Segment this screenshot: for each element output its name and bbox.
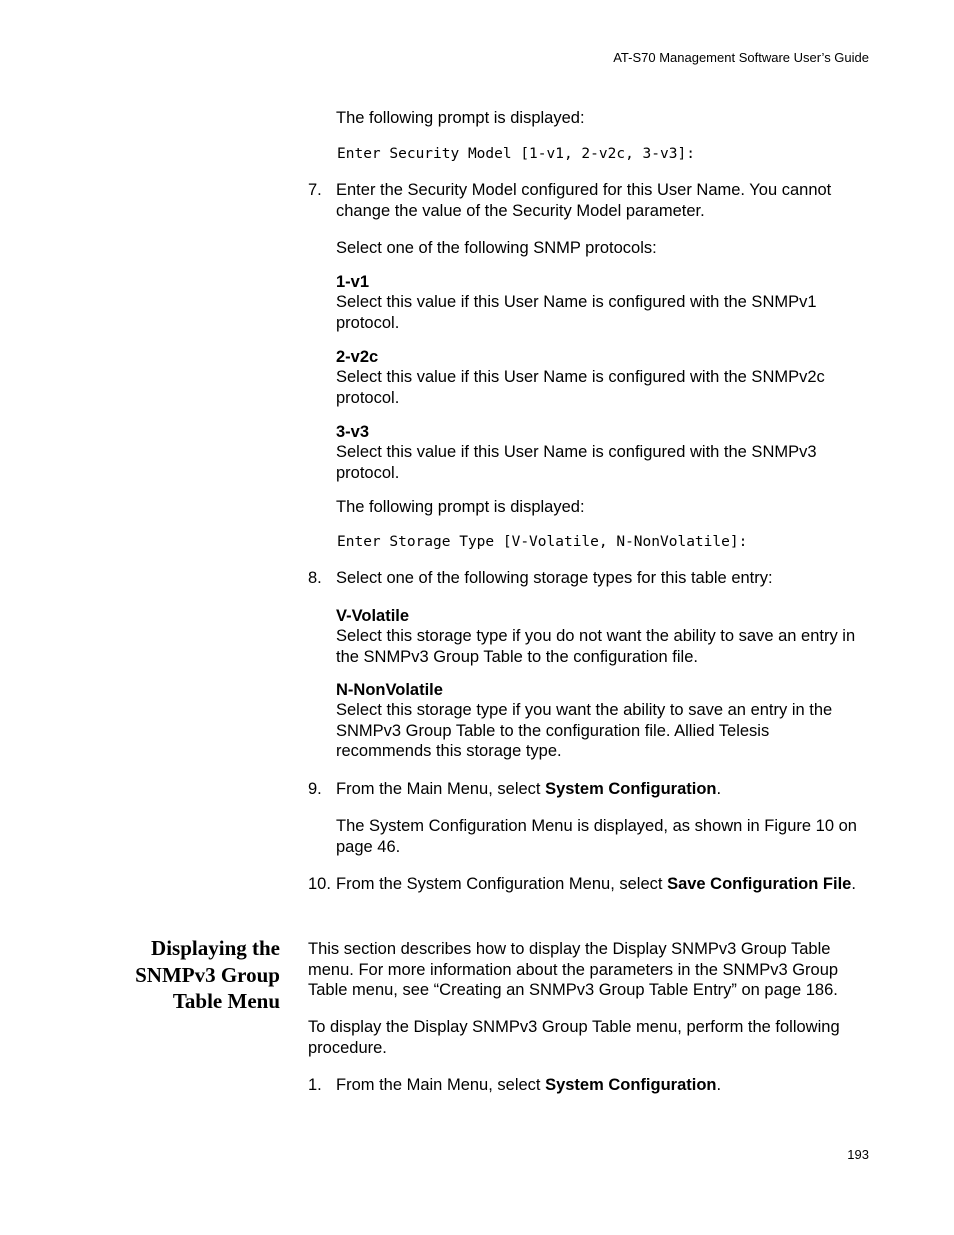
step-text-suffix: .	[716, 780, 722, 798]
step-10-text	[336, 874, 856, 895]
step-number: 10.	[308, 875, 331, 893]
code-storage-type-prompt: Enter Storage Type [V-Volatile, N-NonVolatile]:	[337, 534, 748, 550]
section-step-1-text	[336, 1075, 871, 1096]
step-text-prefix: From the Main Menu, select	[336, 780, 546, 798]
option-desc-n-nonvolatile: Select this storage type if you want the ability to save an entry in the SNMPv3 Group Table to the configuration file. Allied Telesis recommends this storage type.	[336, 701, 833, 760]
step-9-result: The System Configuration Menu is displayed, as shown in Figure 10 on page 46.	[336, 817, 857, 856]
step-text-prefix: From the Main Menu, select	[336, 1076, 546, 1094]
step-text-prefix: From the System Configuration Menu, select	[336, 875, 668, 893]
option-term-n-nonvolatile: N-NonVolatile	[336, 681, 443, 699]
running-header: AT-S70 Management Software User’s Guide	[613, 50, 869, 65]
menu-option-name: System Configuration	[545, 780, 717, 798]
section-procedure-paragraph: To display the Display SNMPv3 Group Table menu, perform the following procedure.	[308, 1018, 840, 1057]
section-heading-line: Table Menu	[172, 989, 280, 1013]
menu-option-name: Save Configuration File	[667, 875, 852, 893]
section-heading-line: SNMPv3 Group	[135, 962, 280, 987]
option-term-3-v3: 3-v3	[336, 423, 370, 441]
option-desc-1-v1: Select this value if this User Name is configured with the SNMPv1 protocol.	[336, 293, 817, 332]
step-number: 7.	[308, 181, 322, 199]
section-intro-paragraph: This section describes how to display the Display SNMPv3 Group Table menu. For more information about the parameters in the SNMPv3 Group Table menu, see “Creating an SNMPv3 Group Table Entry” on page 186.	[308, 940, 839, 999]
option-term-1-v1: 1-v1	[336, 273, 370, 291]
option-desc-3-v3: Select this value if this User Name is configured with the SNMPv3 protocol.	[336, 443, 817, 482]
step-text-suffix: .	[851, 875, 856, 893]
step-8-text: Select one of the following storage types for this table entry:	[336, 569, 773, 587]
menu-option-name: System Configuration	[545, 1076, 717, 1094]
step-7-select-text: Select one of the following SNMP protocols:	[336, 239, 657, 257]
step-text-suffix: .	[716, 1076, 722, 1094]
step-number: 1.	[308, 1076, 322, 1094]
step-number: 9.	[308, 780, 322, 798]
prompt-intro: The following prompt is displayed:	[336, 109, 585, 127]
section-heading	[40, 935, 280, 1015]
step-number: 8.	[308, 569, 322, 587]
page-number: 193	[847, 1147, 869, 1162]
step-9-text	[336, 779, 871, 800]
section-heading-line: Displaying the	[151, 936, 280, 960]
code-security-model-prompt: Enter Security Model [1-v1, 2-v2c, 3-v3]:	[337, 146, 695, 162]
option-desc-v-volatile: Select this storage type if you do not want the ability to save an entry in the SNMPv3 Group Table to the configuration file.	[336, 627, 856, 666]
prompt-intro: The following prompt is displayed:	[336, 498, 585, 516]
step-7-text: Enter the Security Model configured for this User Name. You cannot change the value of the Security Model parameter.	[336, 181, 832, 220]
option-term-v-volatile: V-Volatile	[336, 607, 410, 625]
option-term-2-v2c: 2-v2c	[336, 348, 379, 366]
option-desc-2-v2c: Select this value if this User Name is configured with the SNMPv2c protocol.	[336, 368, 825, 407]
